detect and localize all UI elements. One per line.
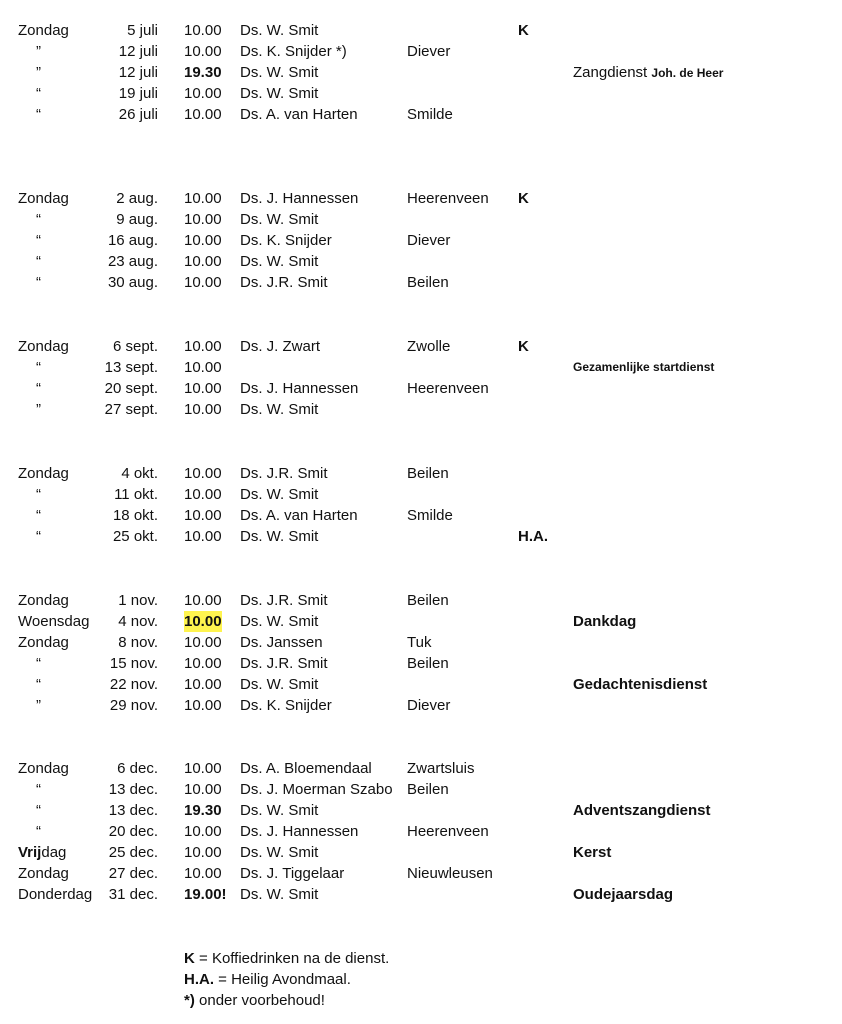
time-cell: 10.00 [184, 760, 222, 777]
day-cell: ” [36, 43, 41, 60]
preacher-cell: Ds. W. Smit [240, 486, 319, 503]
schedule-row [0, 842, 842, 863]
day-cell: “ [36, 106, 41, 123]
schedule-row [0, 336, 842, 357]
day-cell: ” [36, 401, 41, 418]
time-cell: 10.00 [184, 676, 222, 693]
schedule-row [0, 83, 842, 104]
time-cell-highlighted: 10.00 [184, 613, 222, 630]
date-cell: 31 dec. [108, 886, 158, 903]
note-cell: Oudejaarsdag [573, 886, 674, 903]
date-cell: 30 aug. [107, 274, 158, 291]
time-cell: 10.00 [184, 781, 222, 798]
preacher-cell: Ds. W. Smit [240, 613, 319, 630]
place-cell: Smilde [407, 106, 453, 123]
time-cell: 10.00 [184, 106, 222, 123]
time-cell: 10.00 [184, 211, 222, 228]
date-cell: 27 dec. [108, 865, 158, 882]
day-cell: Zondag [18, 634, 69, 651]
date-cell: 23 aug. [107, 253, 158, 270]
day-cell: ” [36, 697, 41, 714]
place-cell: Beilen [407, 655, 449, 672]
schedule-row [0, 104, 842, 125]
date-cell: 2 aug. [116, 190, 158, 207]
note-cell [573, 62, 723, 84]
date-cell: 6 dec. [117, 760, 158, 777]
note-cell: Gedachtenisdienst [573, 676, 708, 693]
schedule-row [0, 463, 842, 484]
day-cell-rest: dag [41, 844, 67, 861]
day-cell: “ [36, 676, 41, 693]
day-cell: Zondag [18, 865, 69, 882]
day-cell: “ [36, 232, 41, 249]
day-cell [18, 842, 66, 863]
note-cell: Adventszangdienst [573, 802, 711, 819]
schedule-row [0, 62, 842, 83]
place-cell: Heerenveen [407, 380, 489, 397]
date-cell: 25 dec. [108, 844, 158, 861]
time-cell: 10.00 [184, 401, 222, 418]
schedule-row [0, 632, 842, 653]
day-cell: “ [36, 359, 41, 376]
time-cell: 10.00 [184, 865, 222, 882]
date-cell: 27 sept. [104, 401, 158, 418]
preacher-cell: Ds. A. van Harten [240, 507, 358, 524]
preacher-cell: Ds. J.R. Smit [240, 465, 328, 482]
preacher-cell: Ds. Janssen [240, 634, 323, 651]
day-cell: “ [36, 528, 41, 545]
time-cell: 19.30 [184, 64, 222, 81]
preacher-cell: Ds. J. Zwart [240, 338, 321, 355]
schedule-row [0, 800, 842, 821]
note-text: Zangdienst [573, 64, 648, 81]
date-cell: 12 juli [118, 43, 158, 60]
date-cell: 11 okt. [114, 486, 158, 503]
legend-item [184, 969, 351, 990]
code-cell: H.A. [518, 528, 548, 545]
day-cell: “ [36, 211, 41, 228]
date-cell: 20 sept. [104, 380, 158, 397]
schedule-row [0, 20, 842, 41]
place-cell: Zwartsluis [407, 760, 475, 777]
time-cell: 10.00 [184, 486, 222, 503]
legend-key: *) [184, 992, 195, 1009]
schedule-row [0, 821, 842, 842]
schedule-row [0, 653, 842, 674]
schedule-row [0, 357, 842, 378]
preacher-cell: Ds. J. Hannessen [240, 380, 359, 397]
preacher-cell: Ds. W. Smit [240, 85, 319, 102]
preacher-cell: Ds. J. Moerman Szabo [240, 781, 393, 798]
time-cell: 10.00 [184, 465, 222, 482]
day-cell: “ [36, 802, 41, 819]
legend-text: onder voorbehoud! [194, 992, 325, 1009]
time-cell: 10.00 [184, 232, 222, 249]
code-cell: K [518, 22, 529, 39]
day-cell: “ [36, 253, 41, 270]
day-cell: “ [36, 507, 41, 524]
schedule-row [0, 590, 842, 611]
code-cell: K [518, 190, 529, 207]
preacher-cell: Ds. W. Smit [240, 528, 319, 545]
date-cell: 26 juli [118, 106, 158, 123]
note-cell: Dankdag [573, 613, 637, 630]
preacher-cell: Ds. J. Hannessen [240, 823, 359, 840]
preacher-cell: Ds. J. Hannessen [240, 190, 359, 207]
day-cell-bold-part: Vrij [18, 844, 42, 861]
preacher-cell: Ds. J. Tiggelaar [240, 865, 345, 882]
schedule-row [0, 209, 842, 230]
place-cell: Diever [407, 232, 451, 249]
time-cell: 10.00 [184, 380, 222, 397]
date-cell: 16 aug. [107, 232, 158, 249]
time-cell: 19.30 [184, 802, 222, 819]
place-cell: Heerenveen [407, 823, 489, 840]
schedule-row [0, 484, 842, 505]
place-cell: Diever [407, 697, 451, 714]
preacher-cell: Ds. K. Snijder [240, 697, 332, 714]
time-cell: 10.00 [184, 528, 222, 545]
time-cell: 10.00 [184, 43, 222, 60]
legend-text: = Heilig Avondmaal. [214, 971, 351, 988]
time-cell: 10.00 [184, 22, 222, 39]
schedule-row [0, 272, 842, 293]
place-cell: Nieuwleusen [407, 865, 493, 882]
preacher-cell: Ds. A. Bloemendaal [240, 760, 372, 777]
schedule-row [0, 188, 842, 209]
time-cell: 10.00 [184, 85, 222, 102]
date-cell: 9 aug. [116, 211, 158, 228]
date-cell: 15 nov. [109, 655, 158, 672]
legend-item [184, 990, 325, 1011]
day-cell: “ [36, 486, 41, 503]
schedule-row [0, 695, 842, 716]
day-cell: “ [36, 85, 41, 102]
day-cell: Zondag [18, 190, 69, 207]
preacher-cell: Ds. W. Smit [240, 401, 319, 418]
preacher-cell: Ds. W. Smit [240, 844, 319, 861]
place-cell: Beilen [407, 274, 449, 291]
day-cell: Donderdag [18, 886, 93, 903]
schedule-row [0, 378, 842, 399]
place-cell: Smilde [407, 507, 453, 524]
preacher-cell: Ds. J.R. Smit [240, 655, 328, 672]
time-cell: 10.00 [184, 274, 222, 291]
code-cell: K [518, 338, 529, 355]
time-cell: 10.00 [184, 253, 222, 270]
time-cell: 10.00 [184, 697, 222, 714]
date-cell: 18 okt. [112, 507, 158, 524]
day-cell: Zondag [18, 338, 69, 355]
date-cell: 8 nov. [118, 634, 158, 651]
time-cell: 10.00 [184, 823, 222, 840]
schedule-row [0, 230, 842, 251]
preacher-cell: Ds. W. Smit [240, 886, 319, 903]
note-cell: Gezamenlijke startdienst [573, 360, 715, 374]
day-cell: “ [36, 655, 41, 672]
schedule-row [0, 758, 842, 779]
schedule-row [0, 674, 842, 695]
place-cell: Heerenveen [407, 190, 489, 207]
date-cell: 12 juli [118, 64, 158, 81]
day-cell: Zondag [18, 465, 69, 482]
preacher-cell: Ds. W. Smit [240, 211, 319, 228]
date-cell: 22 nov. [109, 676, 158, 693]
preacher-cell: Ds. A. van Harten [240, 106, 358, 123]
preacher-cell: Ds. W. Smit [240, 253, 319, 270]
place-cell: Beilen [407, 592, 449, 609]
date-cell: 13 dec. [108, 802, 158, 819]
date-cell: 5 juli [127, 22, 158, 39]
date-cell: 29 nov. [109, 697, 158, 714]
day-cell: Zondag [18, 592, 69, 609]
note-extra: Joh. de Heer [651, 66, 724, 80]
schedule-row [0, 505, 842, 526]
place-cell: Diever [407, 43, 451, 60]
schedule-row [0, 863, 842, 884]
day-cell: “ [36, 274, 41, 291]
preacher-cell: Ds. K. Snijder [240, 232, 332, 249]
place-cell: Beilen [407, 465, 449, 482]
day-cell: ” [36, 64, 41, 81]
place-cell: Zwolle [407, 338, 451, 355]
preacher-cell: Ds. W. Smit [240, 802, 319, 819]
date-cell: 13 dec. [108, 781, 158, 798]
schedule-row [0, 526, 842, 547]
note-cell: Kerst [573, 844, 612, 861]
date-cell: 6 sept. [112, 338, 158, 355]
place-cell: Beilen [407, 781, 449, 798]
time-cell: 10.00 [184, 655, 222, 672]
preacher-cell: Ds. J.R. Smit [240, 592, 328, 609]
time-cell: 10.00 [184, 634, 222, 651]
day-cell: “ [36, 380, 41, 397]
day-cell: Zondag [18, 760, 69, 777]
legend-key: K [184, 950, 195, 967]
time-cell: 10.00 [184, 507, 222, 524]
schedule-row [0, 41, 842, 62]
schedule-row [0, 399, 842, 420]
time-cell: 19.00! [184, 886, 227, 903]
day-cell: Zondag [18, 22, 69, 39]
preacher-cell: Ds. W. Smit [240, 22, 319, 39]
date-cell: 19 juli [118, 85, 158, 102]
time-cell: 10.00 [184, 844, 222, 861]
preacher-cell: Ds. K. Snijder *) [240, 43, 347, 60]
date-cell: 4 nov. [118, 613, 158, 630]
day-cell: “ [36, 781, 41, 798]
time-cell: 10.00 [184, 359, 222, 376]
schedule-row [0, 611, 842, 632]
day-cell: Woensdag [18, 613, 90, 630]
preacher-cell: Ds. J.R. Smit [240, 274, 328, 291]
schedule-row [0, 779, 842, 800]
date-cell: 4 okt. [121, 465, 158, 482]
schedule-row [0, 884, 842, 905]
date-cell: 13 sept. [104, 359, 158, 376]
legend-item [184, 948, 389, 969]
schedule-row [0, 251, 842, 272]
place-cell: Tuk [407, 634, 432, 651]
time-cell: 10.00 [184, 592, 222, 609]
time-cell: 10.00 [184, 190, 222, 207]
date-cell: 20 dec. [108, 823, 158, 840]
date-cell: 25 okt. [112, 528, 158, 545]
time-cell: 10.00 [184, 338, 222, 355]
legend-key: H.A. [184, 971, 214, 988]
legend-text: = Koffiedrinken na de dienst. [194, 950, 390, 967]
preacher-cell: Ds. W. Smit [240, 64, 319, 81]
day-cell: “ [36, 823, 41, 840]
preacher-cell: Ds. W. Smit [240, 676, 319, 693]
date-cell: 1 nov. [118, 592, 158, 609]
